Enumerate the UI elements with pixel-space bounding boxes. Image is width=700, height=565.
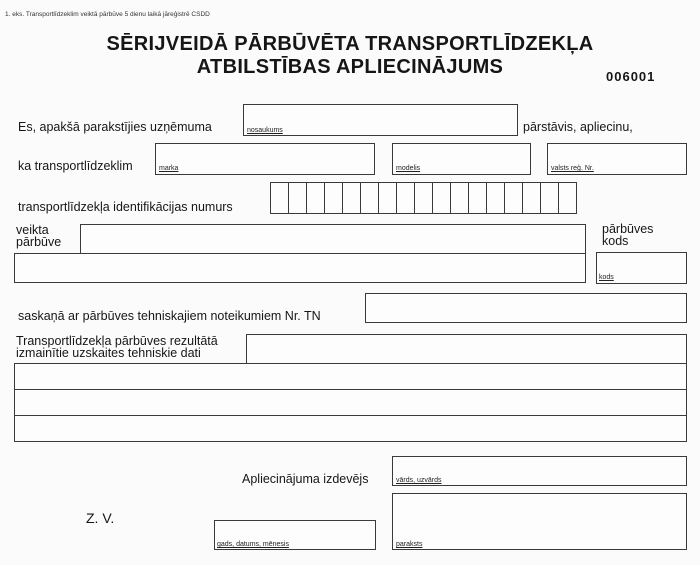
vin-cell[interactable] <box>379 183 397 213</box>
vin-cell[interactable] <box>307 183 325 213</box>
vin-cell[interactable] <box>469 183 487 213</box>
vin-cell[interactable] <box>289 183 307 213</box>
company-label: Es, apakšā parakstījies uzņēmuma <box>18 120 212 134</box>
vin-cell[interactable] <box>343 183 361 213</box>
model-field[interactable] <box>392 143 531 175</box>
date-field[interactable] <box>214 520 376 550</box>
rebuild-code-label-1: pārbūves <box>602 222 654 236</box>
make-field[interactable] <box>155 143 375 175</box>
stamp-label: Z. V. <box>86 510 115 526</box>
rebuild-code-hint: kods <box>599 274 614 281</box>
vin-cell[interactable] <box>433 183 451 213</box>
vin-cell[interactable] <box>361 183 379 213</box>
vin-cell[interactable] <box>397 183 415 213</box>
tech-data-field-line-1[interactable] <box>246 334 687 364</box>
title-line-2: ATBILSTĪBAS APLIECINĀJUMS <box>196 56 504 78</box>
vin-cell[interactable] <box>415 183 433 213</box>
vin-cell[interactable] <box>505 183 523 213</box>
issuer-label: Apliecinājuma izdevējs <box>242 472 369 486</box>
vin-cell[interactable] <box>325 183 343 213</box>
vin-cell[interactable] <box>451 183 469 213</box>
vin-cell[interactable] <box>271 183 289 213</box>
plate-field[interactable] <box>547 143 687 175</box>
vehicle-label: ka transportlīdzeklim <box>18 159 133 173</box>
tech-data-label-1: Transportlīdzekļa pārbūves rezultātā <box>16 334 218 348</box>
vin-cell[interactable] <box>523 183 541 213</box>
issuer-name-hint: vārds, uzvārds <box>396 477 442 484</box>
title-line-1: SĒRIJVEIDĀ PĀRBŪVĒTA TRANSPORTLĪDZEKĻA <box>106 33 594 55</box>
rebuild-code-label-2: kods <box>602 234 629 248</box>
vin-cell[interactable] <box>541 183 559 213</box>
rebuild-label-2: pārbūve <box>16 235 62 249</box>
company-name-hint: nosaukums <box>247 127 283 134</box>
rebuild-field-line-2[interactable] <box>14 253 586 283</box>
rebuild-code-field[interactable] <box>596 252 687 284</box>
rebuild-field-line-1[interactable] <box>80 224 586 254</box>
make-hint: marka <box>159 165 179 172</box>
company-name-field[interactable] <box>243 104 518 136</box>
vin-cell[interactable] <box>487 183 505 213</box>
tech-data-field-line-4[interactable] <box>14 415 687 442</box>
signature-hint: paraksts <box>396 541 423 548</box>
signature-field[interactable] <box>392 493 687 550</box>
plate-hint: valsts reģ. Nr. <box>551 165 594 172</box>
vin-label: transportlīdzekļa identifikācijas numurs <box>18 200 233 214</box>
date-hint: gads, datums, mēnesis <box>217 541 289 548</box>
vin-field[interactable] <box>270 182 577 214</box>
vin-cell[interactable] <box>559 183 576 213</box>
rules-label: saskaņā ar pārbūves tehniskajiem noteikumiem Nr. TN <box>18 309 321 323</box>
serial-number: 006001 <box>606 69 656 84</box>
tech-data-field-line-3[interactable] <box>14 389 687 416</box>
issuer-name-field[interactable] <box>392 456 687 486</box>
representative-label: pārstāvis, apliecinu, <box>523 120 633 134</box>
top-note: 1. eks. Transportlīdzeklim veiktā pārbūve 5 dienu laikā jāreģistrē CSDD <box>5 11 210 18</box>
model-hint: modelis <box>396 165 421 172</box>
rebuild-label-1: veikta <box>16 223 49 237</box>
rules-field[interactable] <box>365 293 687 323</box>
tech-data-label-2: izmainītie uzskaites tehniskie dati <box>16 346 201 360</box>
tech-data-field-line-2[interactable] <box>14 363 687 390</box>
